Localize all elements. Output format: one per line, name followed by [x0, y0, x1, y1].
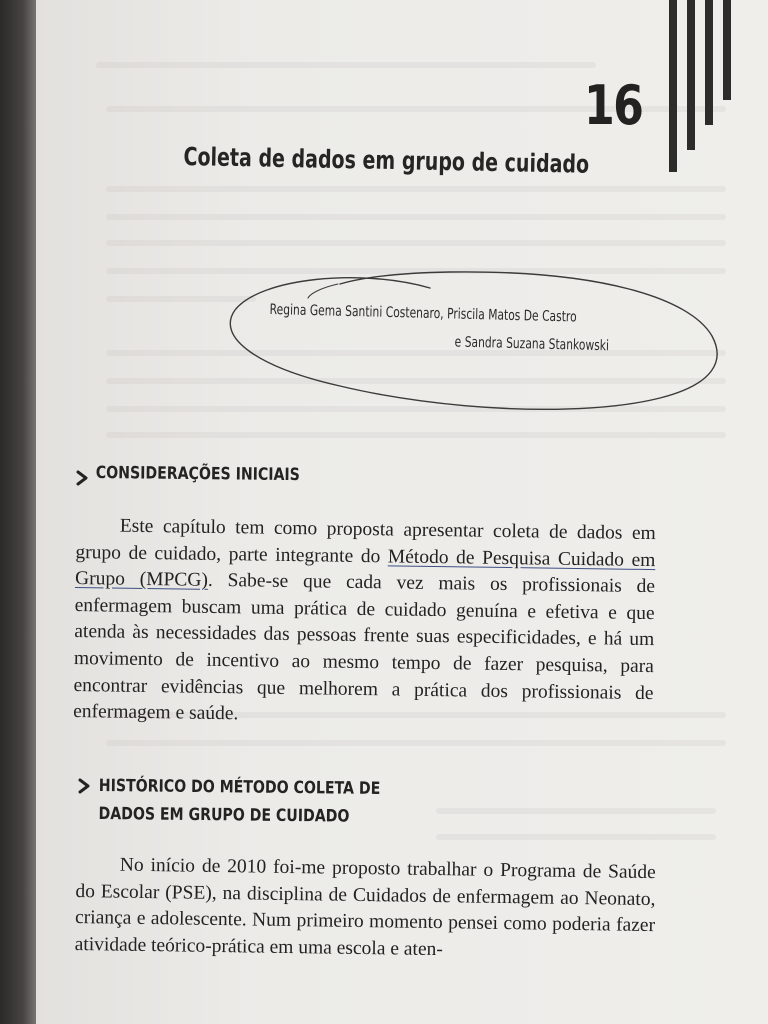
paragraph-initial-considerations [73, 513, 656, 734]
paragraph-text: Este capítulo tem como proposta apresentar coleta de dados em grupo de cuidado, parte integrante do [75, 515, 656, 567]
bleed-through-text [436, 808, 716, 814]
bleed-through-text [436, 834, 716, 840]
chapter-tab-stripe [723, 0, 731, 100]
section-heading-method-history [98, 772, 380, 831]
chevron-right-icon [78, 778, 90, 794]
chevron-right-icon [76, 470, 88, 486]
paragraph-indent [76, 870, 120, 871]
section-heading-initial-considerations [96, 459, 300, 489]
paragraph-text: No início de 2010 foi-me proposto trabalhar o Programa de Saúde do Escolar (PSE), na disciplina de Cuidados de enfermagem ao Neonato, criança e adolescente. Num primeiro momento pensei como poderia fazer atividade teórico-prática em uma escola e aten- [74, 854, 656, 960]
section-heading-line: CONSIDERAÇÕES INICIAIS [95, 462, 300, 486]
bleed-through-text [96, 62, 596, 68]
bleed-through-text [106, 240, 726, 246]
authors-line-2: e Sandra Suzana Stankowski [454, 334, 610, 355]
paragraph-text: . Sabe-se que cada vez mais os profissionais de enfermagem buscam uma prática de cuidado genuína e efetiva e que atenda às necessidades das pessoas frente suas especificidades, e há um movimento de incentivo ao mesmo tempo de fazer pesquisa, para encontrar evidências que melhorem a prática dos profissionais de enfermagem e saúde. [73, 570, 656, 725]
author-list [269, 296, 685, 362]
authors-line-1: Regina Gema Santini Costenaro, Priscila Matos De Castro [269, 301, 577, 326]
section-heading-line: HISTÓRICO DO MÉTODO COLETA DE [98, 775, 381, 799]
chapter-tab-stripe [669, 0, 677, 172]
paragraph-method-history [75, 852, 656, 966]
bleed-through-text [106, 432, 726, 438]
chapter-tab-stripes [667, 0, 735, 175]
chapter-title: Coleta de dados em grupo de cuidado [183, 141, 590, 179]
chapter-number: 16 [584, 74, 643, 137]
paragraph-indent [76, 531, 120, 532]
chapter-tab-stripe [687, 0, 695, 150]
underlined-method-name: Método de Pesquisa Cuidado em Grupo (MPCG) [74, 545, 656, 592]
chapter-tab-stripe [705, 0, 713, 125]
bleed-through-text [106, 214, 726, 220]
bleed-through-text [106, 186, 726, 192]
section-heading-line: DADOS EM GRUPO DE CUIDADO [98, 803, 350, 827]
bleed-through-text [106, 740, 726, 746]
